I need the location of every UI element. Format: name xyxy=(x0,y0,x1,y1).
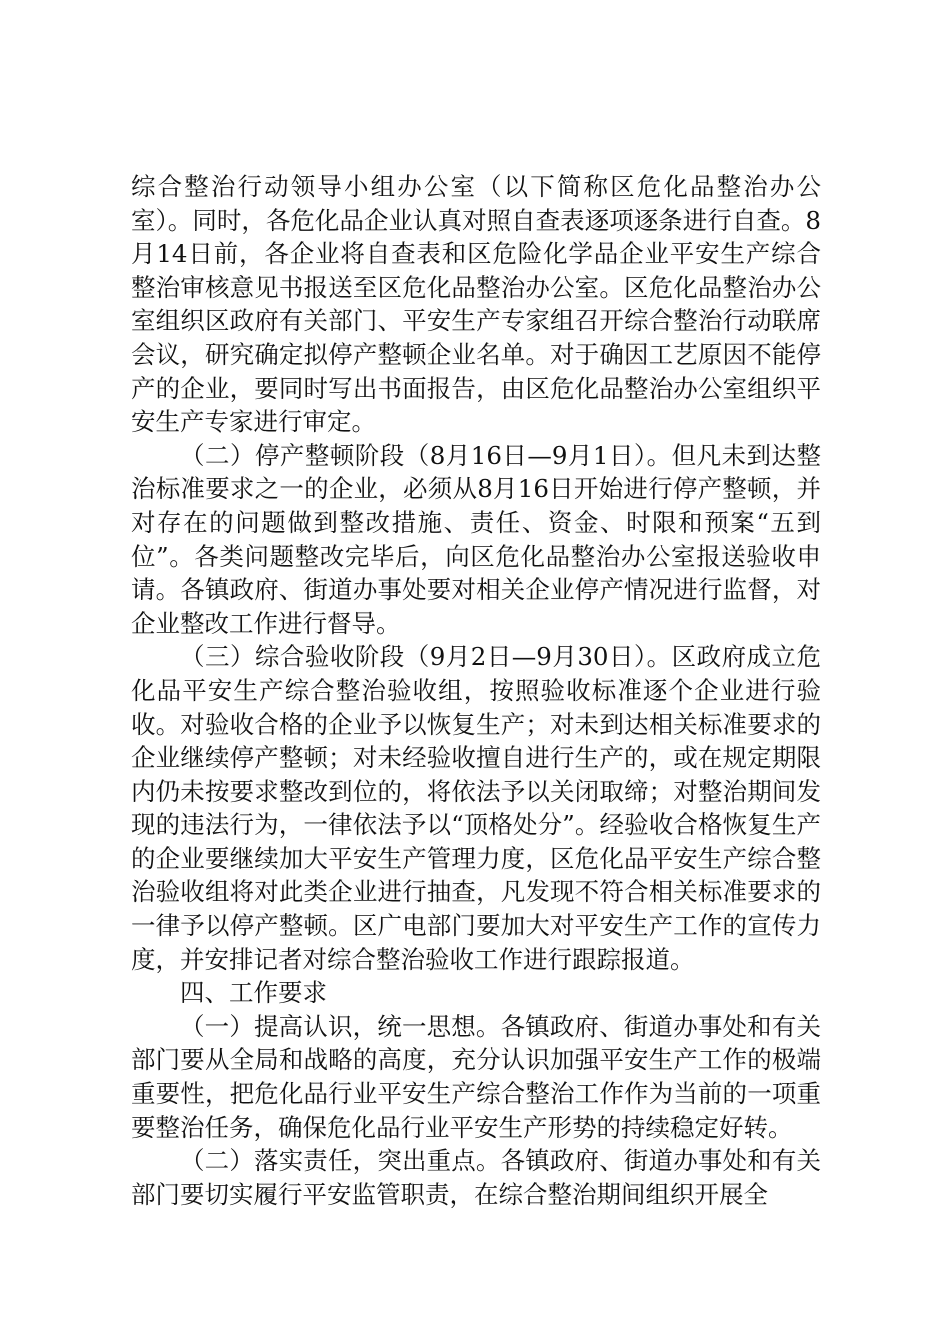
section-heading-work-requirements: 四、工作要求 xyxy=(180,978,327,1008)
paragraph-requirement-two: （二）落实责任，突出重点。各镇政府、街道办事处和有关部门要切实履行平安监管职责，在综合整治期间组织开展全 xyxy=(131,1146,821,1209)
paragraph-requirement-one: （一）提高认识，统一思想。各镇政府、街道办事处和有关部门要从全局和战略的高度，充分认识加强平安生产工作的极端重要性，把危化品行业平安生产综合整治工作作为当前的一项重要整治任务，确保危化品行业平安生产形势的持续稳定好转。 xyxy=(131,1011,821,1142)
paragraph-stage-three: （三）综合验收阶段（9月2日—9月30日）。区政府成立危化品平安生产综合整治验收组，按照验收标准逐个企业进行验收。对验收合格的企业予以恢复生产；对未到达相关标准要求的企业继续停产整顿；对未经验收擅自进行生产的，或在规定期限内仍未按要求整改到位的，将依法予以关闭取缔；对整治期间发现的违法行为，一律依法予以“顶格处分”。经验收合格恢复生产的企业要继续加大平安生产管理力度，区危化品平安生产综合整治验收组将对此类企业进行抽查，凡发现不符合相关标准要求的一律予以停产整顿。区广电部门要加大对平安生产工作的宣传力度，并安排记者对综合整治验收工作进行跟踪报道。 xyxy=(131,642,821,974)
document-body xyxy=(131,170,821,1211)
paragraph-stage-two: （二）停产整顿阶段（8月16日—9月1日）。但凡未到达整治标准要求之一的企业，必须从8月16日开始进行停产整顿，并对存在的问题做到整改措施、责任、资金、时限和预案“五到位”。各类问题整改完毕后，向区危化品整治办公室报送验收申请。各镇政府、街道办事处要对相关企业停产情况进行监督，对企业整改工作进行督导。 xyxy=(131,440,821,638)
paragraph-continuation: 综合整治行动领导小组办公室（以下简称区危化品整治办公室）。同时，各危化品企业认真对照自查表逐项逐条进行自查。8月14日前，各企业将自查表和区危险化学品企业平安生产综合整治审核意见书报送至区危化品整治办公室。区危化品整治办公室组织区政府有关部门、平安生产专家组召开综合整治行动联席会议，研究确定拟停产整顿企业名单。对于确因工艺原因不能停产的企业，要同时写出书面报告，由区危化品整治办公室组织平安生产专家进行审定。 xyxy=(131,172,821,437)
